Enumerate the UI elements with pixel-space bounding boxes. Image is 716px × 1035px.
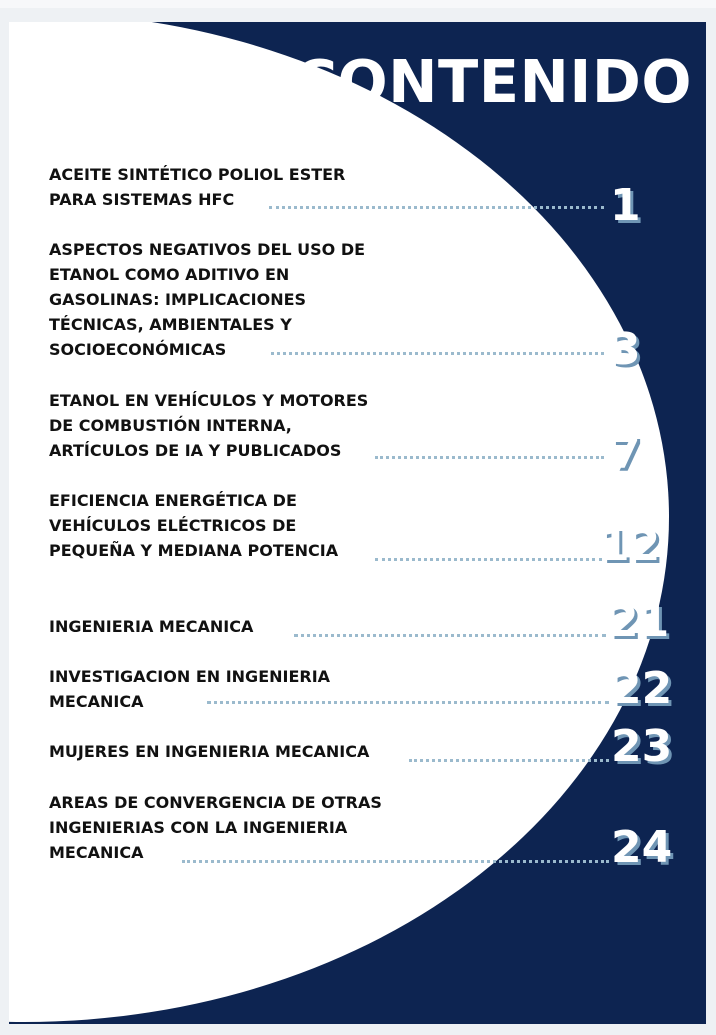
toc-page-number: 23 [611, 721, 673, 772]
top-strip [0, 0, 716, 8]
toc-leader-dots [375, 558, 602, 561]
toc-leader-dots [182, 860, 609, 863]
toc-page-number: 21 [608, 596, 670, 647]
toc-page-number: 1 [610, 180, 641, 231]
toc-page-number: 24 [611, 822, 673, 873]
toc-leader-dots [269, 206, 604, 209]
toc-page-number: 12 [599, 520, 661, 571]
toc-entry-title: MUJERES EN INGENIERIA MECANICA [49, 742, 370, 761]
toc-leader-dots [271, 352, 604, 355]
toc-entry-title: AREAS DE CONVERGENCIA DE OTRAS INGENIERIAS CON LA INGENIERIA MECANICA [49, 793, 382, 862]
toc-entry-title: INVESTIGACION EN INGENIERIA MECANICA [49, 667, 331, 711]
toc-leader-dots [409, 759, 609, 762]
toc-page-number: 3 [610, 324, 641, 375]
toc-leader-dots [375, 456, 604, 459]
toc-page-number: 22 [611, 663, 673, 714]
toc-entry-title: ASPECTOS NEGATIVOS DEL USO DE ETANOL COMO ADITIVO EN GASOLINAS: IMPLICACIONES TÉCNICAS, AMBIENTALES Y SOCIOECONÓMICAS [49, 240, 366, 359]
contents-page [9, 22, 706, 1024]
toc-entry-title: ACEITE SINTÉTICO POLIOL ESTER PARA SISTEMAS HFC [49, 165, 346, 209]
toc-leader-dots [207, 701, 609, 704]
toc-leader-dots [294, 634, 606, 637]
toc-page-number: 7 [610, 428, 641, 479]
page-title: CONTENIDO [293, 47, 692, 116]
toc-entry-title: EFICIENCIA ENERGÉTICA DE VEHÍCULOS ELÉCTRICOS DE PEQUEÑA Y MEDIANA POTENCIA [49, 491, 339, 560]
toc-entry-title: INGENIERIA MECANICA [49, 617, 254, 636]
toc-entry-title: ETANOL EN VEHÍCULOS Y MOTORES DE COMBUSTIÓN INTERNA, ARTÍCULOS DE IA Y PUBLICADOS [49, 391, 369, 460]
